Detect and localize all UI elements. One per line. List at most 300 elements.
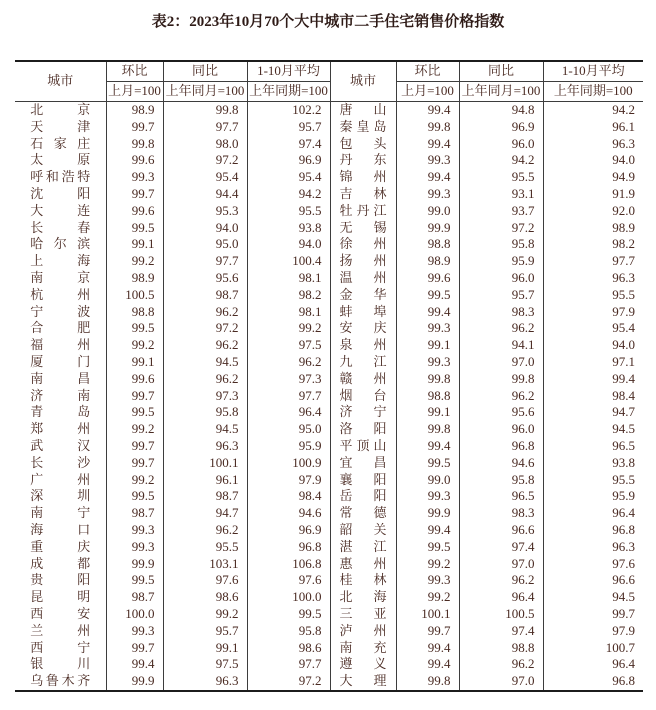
value-cell: 95.7 — [459, 287, 543, 304]
table-row — [15, 119, 643, 136]
value-cell: 96.4 — [459, 589, 543, 606]
value-cell: 95.5 — [459, 169, 543, 186]
value-cell: 98.7 — [106, 589, 163, 606]
city-cell — [15, 320, 106, 337]
table-row — [15, 455, 643, 472]
city-cell — [15, 253, 106, 270]
value-cell: 99.5 — [106, 320, 163, 337]
value-cell: 98.8 — [396, 388, 459, 405]
city-cell — [15, 287, 106, 304]
value-cell: 99.9 — [396, 505, 459, 522]
value-cell: 99.2 — [396, 556, 459, 573]
city-name: 福州 — [30, 337, 91, 353]
table-row — [15, 371, 643, 388]
city-name: 沈阳 — [30, 185, 91, 201]
value-cell: 99.0 — [396, 472, 459, 489]
value-cell: 97.6 — [163, 572, 247, 589]
value-cell: 96.0 — [459, 421, 543, 438]
value-cell: 99.5 — [106, 572, 163, 589]
city-cell — [330, 388, 396, 405]
city-cell — [15, 102, 106, 119]
city-name: 丹东 — [339, 152, 387, 168]
city-name: 天津 — [30, 118, 91, 134]
city-name: 烟台 — [339, 387, 387, 403]
value-cell: 97.9 — [247, 472, 330, 489]
value-cell: 95.8 — [459, 236, 543, 253]
city-cell — [330, 673, 396, 691]
value-cell: 99.2 — [106, 421, 163, 438]
value-cell: 99.1 — [396, 404, 459, 421]
city-cell — [330, 438, 396, 455]
city-name: 济南 — [30, 387, 91, 403]
city-cell — [15, 270, 106, 287]
value-cell: 94.5 — [612, 421, 635, 437]
value-cell: 96.2 — [459, 388, 543, 405]
value-cell: 99.7 — [612, 605, 635, 621]
city-cell — [15, 220, 106, 237]
value-cell: 96.2 — [163, 337, 247, 354]
value-cell: 95.0 — [163, 236, 247, 253]
value-cell: 99.9 — [106, 556, 163, 573]
value-cell: 99.1 — [106, 354, 163, 371]
value-cell: 97.5 — [163, 656, 247, 673]
value-cell: 99.4 — [612, 370, 635, 386]
city-name: 北京 — [30, 102, 91, 117]
city-name: 平顶山 — [339, 437, 387, 453]
city-name: 西安 — [30, 605, 91, 621]
city-name: 遵义 — [339, 656, 387, 672]
value-cell: 99.6 — [106, 371, 163, 388]
city-cell — [330, 186, 396, 203]
value-cell: 99.5 — [247, 606, 330, 623]
city-cell — [330, 522, 396, 539]
value-cell: 99.1 — [396, 337, 459, 354]
city-name: 北海 — [339, 589, 387, 605]
value-cell: 95.9 — [459, 253, 543, 270]
value-cell: 98.9 — [396, 253, 459, 270]
city-cell — [330, 270, 396, 287]
value-cell: 99.9 — [396, 220, 459, 237]
value-cell: 96.4 — [612, 505, 635, 521]
city-name: 秦皇岛 — [339, 118, 387, 134]
city-cell — [330, 136, 396, 153]
city-name: 岳阳 — [339, 488, 387, 504]
value-cell: 99.5 — [396, 287, 459, 304]
value-cell: 99.4 — [396, 656, 459, 673]
value-cell: 98.7 — [163, 488, 247, 505]
value-cell: 94.6 — [459, 455, 543, 472]
value-cell: 97.0 — [459, 556, 543, 573]
value-cell: 98.0 — [163, 136, 247, 153]
value-cell: 96.2 — [163, 522, 247, 539]
value-cell: 99.8 — [106, 136, 163, 153]
value-cell: 99.7 — [396, 623, 459, 640]
city-cell — [330, 354, 396, 371]
city-cell — [330, 236, 396, 253]
value-cell: 97.2 — [247, 673, 330, 691]
value-cell: 95.9 — [612, 488, 635, 504]
value-cell: 92.0 — [612, 202, 635, 218]
value-cell: 95.8 — [459, 472, 543, 489]
value-cell: 98.1 — [247, 270, 330, 287]
value-cell: 98.2 — [247, 287, 330, 304]
city-cell — [330, 488, 396, 505]
value-cell: 94.2 — [459, 152, 543, 169]
value-cell: 97.0 — [459, 354, 543, 371]
value-cell: 96.3 — [612, 135, 635, 151]
value-cell: 99.5 — [396, 539, 459, 556]
city-name: 湛江 — [339, 538, 387, 554]
city-cell — [330, 572, 396, 589]
city-cell — [15, 186, 106, 203]
table-row — [15, 472, 643, 489]
value-cell: 99.3 — [106, 539, 163, 556]
value-cell: 98.8 — [106, 304, 163, 321]
value-cell: 106.8 — [247, 556, 330, 573]
table-row — [15, 320, 643, 337]
table-row — [15, 539, 643, 556]
city-name: 安庆 — [339, 320, 387, 336]
table-row — [15, 572, 643, 589]
city-cell — [15, 572, 106, 589]
city-cell — [15, 404, 106, 421]
city-cell — [15, 539, 106, 556]
header-yoy-left: 同比 — [163, 61, 247, 82]
value-cell: 99.2 — [163, 606, 247, 623]
value-cell: 94.5 — [163, 421, 247, 438]
value-cell: 99.6 — [396, 270, 459, 287]
table-row — [15, 304, 643, 321]
value-cell: 99.5 — [396, 455, 459, 472]
value-cell: 94.2 — [612, 102, 635, 117]
city-name: 青岛 — [30, 404, 91, 420]
city-cell — [330, 539, 396, 556]
value-cell: 99.8 — [396, 371, 459, 388]
value-cell: 99.6 — [106, 203, 163, 220]
table-row — [15, 354, 643, 371]
city-name: 哈尔滨 — [30, 236, 91, 252]
city-cell — [15, 640, 106, 657]
city-cell — [15, 152, 106, 169]
header-avg-left: 1-10月平均 — [247, 61, 330, 82]
value-cell: 96.6 — [459, 522, 543, 539]
table-row — [15, 556, 643, 573]
city-name: 广州 — [30, 471, 91, 487]
value-cell: 96.9 — [459, 119, 543, 136]
city-cell — [330, 337, 396, 354]
table-row — [15, 102, 643, 119]
value-cell: 97.6 — [612, 555, 635, 571]
city-name: 石家庄 — [30, 135, 91, 151]
value-cell: 96.3 — [612, 269, 635, 285]
value-cell: 94.5 — [612, 589, 635, 605]
value-cell: 98.1 — [247, 304, 330, 321]
table-row — [15, 337, 643, 354]
city-cell — [330, 404, 396, 421]
value-cell: 97.6 — [247, 572, 330, 589]
city-cell — [15, 606, 106, 623]
value-cell: 94.7 — [163, 505, 247, 522]
value-cell: 95.4 — [163, 169, 247, 186]
value-cell: 99.2 — [106, 337, 163, 354]
city-name: 海口 — [30, 521, 91, 537]
value-cell: 96.0 — [459, 136, 543, 153]
city-cell — [15, 472, 106, 489]
value-cell: 99.7 — [106, 640, 163, 657]
value-cell: 97.0 — [459, 673, 543, 691]
city-name: 成都 — [30, 555, 91, 571]
city-name: 蚌埠 — [339, 303, 387, 319]
city-name: 唐山 — [339, 102, 387, 117]
city-cell — [15, 236, 106, 253]
city-name: 贵阳 — [30, 572, 91, 588]
city-name: 南宁 — [30, 505, 91, 521]
value-cell: 99.5 — [106, 220, 163, 237]
table-row — [15, 404, 643, 421]
city-name: 呼和浩特 — [30, 169, 91, 185]
table-row — [15, 488, 643, 505]
city-cell — [15, 337, 106, 354]
value-cell: 95.9 — [247, 438, 330, 455]
value-cell: 96.8 — [612, 521, 635, 537]
table-row — [15, 253, 643, 270]
value-cell: 95.8 — [247, 623, 330, 640]
table-row — [15, 186, 643, 203]
value-cell: 99.3 — [396, 152, 459, 169]
city-cell — [15, 304, 106, 321]
header-city-left: 城市 — [15, 61, 106, 102]
value-cell: 98.8 — [459, 640, 543, 657]
city-cell — [330, 589, 396, 606]
value-cell: 97.7 — [163, 119, 247, 136]
table-header — [15, 61, 643, 102]
page — [0, 10, 656, 692]
city-cell — [330, 640, 396, 657]
table-row — [15, 152, 643, 169]
value-cell: 99.3 — [396, 572, 459, 589]
city-cell — [330, 320, 396, 337]
value-cell: 96.8 — [247, 539, 330, 556]
value-cell: 96.5 — [459, 488, 543, 505]
table-row — [15, 136, 643, 153]
city-name: 锦州 — [339, 169, 387, 185]
value-cell: 99.8 — [459, 371, 543, 388]
city-name: 西宁 — [30, 639, 91, 655]
value-cell: 100.0 — [247, 589, 330, 606]
value-cell: 95.7 — [247, 119, 330, 136]
value-cell: 97.1 — [612, 353, 635, 369]
value-cell: 94.7 — [612, 404, 635, 420]
city-cell — [15, 203, 106, 220]
value-cell: 99.8 — [396, 421, 459, 438]
city-name: 牡丹江 — [339, 202, 387, 218]
value-cell: 98.6 — [163, 589, 247, 606]
value-cell: 98.9 — [106, 102, 163, 119]
city-name: 宁波 — [30, 303, 91, 319]
city-cell — [15, 455, 106, 472]
city-name: 合肥 — [30, 320, 91, 336]
header-mom-left: 环比 — [106, 61, 163, 82]
value-cell: 99.5 — [106, 404, 163, 421]
value-cell: 96.9 — [247, 152, 330, 169]
table-row — [15, 522, 643, 539]
city-name: 南充 — [339, 639, 387, 655]
header-yoy-base-left: 上年同月=100 — [163, 82, 247, 102]
city-cell — [330, 623, 396, 640]
value-cell: 94.2 — [247, 186, 330, 203]
city-cell — [15, 623, 106, 640]
city-name: 武汉 — [30, 437, 91, 453]
header-mom-base-left: 上月=100 — [106, 82, 163, 102]
value-cell: 91.9 — [612, 185, 635, 201]
value-cell: 96.5 — [612, 437, 635, 453]
city-cell — [330, 505, 396, 522]
city-cell — [15, 354, 106, 371]
value-cell: 97.4 — [459, 539, 543, 556]
value-cell: 95.6 — [163, 270, 247, 287]
value-cell: 94.0 — [612, 152, 635, 168]
table-row — [15, 421, 643, 438]
value-cell: 99.3 — [396, 320, 459, 337]
value-cell: 99.1 — [163, 640, 247, 657]
value-cell: 96.8 — [612, 673, 635, 689]
city-cell — [330, 421, 396, 438]
city-name: 大理 — [339, 673, 387, 689]
value-cell: 93.7 — [459, 203, 543, 220]
value-cell: 95.6 — [459, 404, 543, 421]
value-cell: 94.0 — [163, 220, 247, 237]
value-cell: 96.6 — [612, 572, 635, 588]
value-cell: 97.9 — [612, 303, 635, 319]
value-cell: 99.3 — [396, 186, 459, 203]
city-cell — [15, 388, 106, 405]
city-cell — [15, 136, 106, 153]
header-avg-base-right: 上年同期=100 — [543, 82, 643, 102]
city-name: 徐州 — [339, 236, 387, 252]
city-name: 郑州 — [30, 421, 91, 437]
city-cell — [330, 220, 396, 237]
city-cell — [330, 656, 396, 673]
value-cell: 99.4 — [396, 640, 459, 657]
city-cell — [330, 119, 396, 136]
city-cell — [330, 304, 396, 321]
value-cell: 99.4 — [106, 656, 163, 673]
value-cell: 94.1 — [459, 337, 543, 354]
value-cell: 93.8 — [612, 454, 635, 470]
city-name: 韶关 — [339, 521, 387, 537]
value-cell: 99.4 — [396, 102, 459, 119]
city-cell — [15, 421, 106, 438]
city-name: 惠州 — [339, 555, 387, 571]
value-cell: 98.8 — [396, 236, 459, 253]
city-cell — [330, 253, 396, 270]
table-row — [15, 673, 643, 691]
city-cell — [15, 673, 106, 691]
value-cell: 96.4 — [612, 656, 635, 672]
value-cell: 97.2 — [163, 320, 247, 337]
value-cell: 98.2 — [612, 236, 635, 252]
city-cell — [15, 505, 106, 522]
value-cell: 99.2 — [106, 472, 163, 489]
value-cell: 96.4 — [247, 404, 330, 421]
header-yoy-right: 同比 — [459, 61, 543, 82]
city-name: 重庆 — [30, 538, 91, 554]
value-cell: 99.2 — [396, 589, 459, 606]
value-cell: 98.7 — [106, 505, 163, 522]
value-cell: 97.9 — [612, 622, 635, 638]
value-cell: 99.4 — [396, 522, 459, 539]
value-cell: 94.0 — [612, 337, 635, 353]
value-cell: 99.9 — [106, 673, 163, 691]
value-cell: 100.4 — [247, 253, 330, 270]
table-row — [15, 220, 643, 237]
value-cell: 94.5 — [163, 354, 247, 371]
value-cell: 96.3 — [163, 673, 247, 691]
value-cell: 99.7 — [106, 438, 163, 455]
value-cell: 96.1 — [612, 118, 635, 134]
city-cell — [15, 119, 106, 136]
value-cell: 96.2 — [459, 320, 543, 337]
value-cell: 97.7 — [247, 656, 330, 673]
city-name: 银川 — [30, 656, 91, 672]
value-cell: 100.7 — [605, 639, 635, 655]
city-name: 太原 — [30, 152, 91, 168]
city-name: 九江 — [339, 353, 387, 369]
value-cell: 96.2 — [459, 572, 543, 589]
value-cell: 93.8 — [247, 220, 330, 237]
value-cell: 98.3 — [459, 304, 543, 321]
value-cell: 99.5 — [106, 488, 163, 505]
value-cell: 94.4 — [163, 186, 247, 203]
city-cell — [330, 102, 396, 119]
city-cell — [330, 169, 396, 186]
value-cell: 97.2 — [163, 152, 247, 169]
table-row — [15, 388, 643, 405]
value-cell: 97.5 — [247, 337, 330, 354]
value-cell: 96.2 — [163, 371, 247, 388]
table-row — [15, 589, 643, 606]
value-cell: 99.7 — [106, 388, 163, 405]
city-name: 金华 — [339, 286, 387, 302]
value-cell: 99.3 — [396, 488, 459, 505]
page-title: 表2：2023年10月70个大中城市二手住宅销售价格指数 — [151, 14, 505, 30]
value-cell: 99.3 — [106, 522, 163, 539]
value-cell: 96.2 — [247, 354, 330, 371]
value-cell: 98.3 — [459, 505, 543, 522]
table-row — [15, 203, 643, 220]
city-name: 上海 — [30, 253, 91, 269]
table-row — [15, 623, 643, 640]
value-cell: 97.7 — [612, 253, 635, 269]
value-cell: 96.3 — [163, 438, 247, 455]
value-cell: 94.6 — [247, 505, 330, 522]
city-name: 洛阳 — [339, 421, 387, 437]
city-name: 南京 — [30, 269, 91, 285]
value-cell: 99.0 — [396, 203, 459, 220]
value-cell: 99.8 — [163, 102, 247, 119]
city-name: 常德 — [339, 505, 387, 521]
value-cell: 95.3 — [163, 203, 247, 220]
city-cell — [15, 488, 106, 505]
city-name: 无锡 — [339, 219, 387, 235]
city-name: 乌鲁木齐 — [30, 673, 91, 689]
value-cell: 98.9 — [612, 219, 635, 235]
value-cell: 94.9 — [612, 169, 635, 185]
value-cell: 99.7 — [106, 455, 163, 472]
value-cell: 100.1 — [396, 606, 459, 623]
city-cell — [330, 152, 396, 169]
header-avg-base-left: 上年同期=100 — [247, 82, 330, 102]
